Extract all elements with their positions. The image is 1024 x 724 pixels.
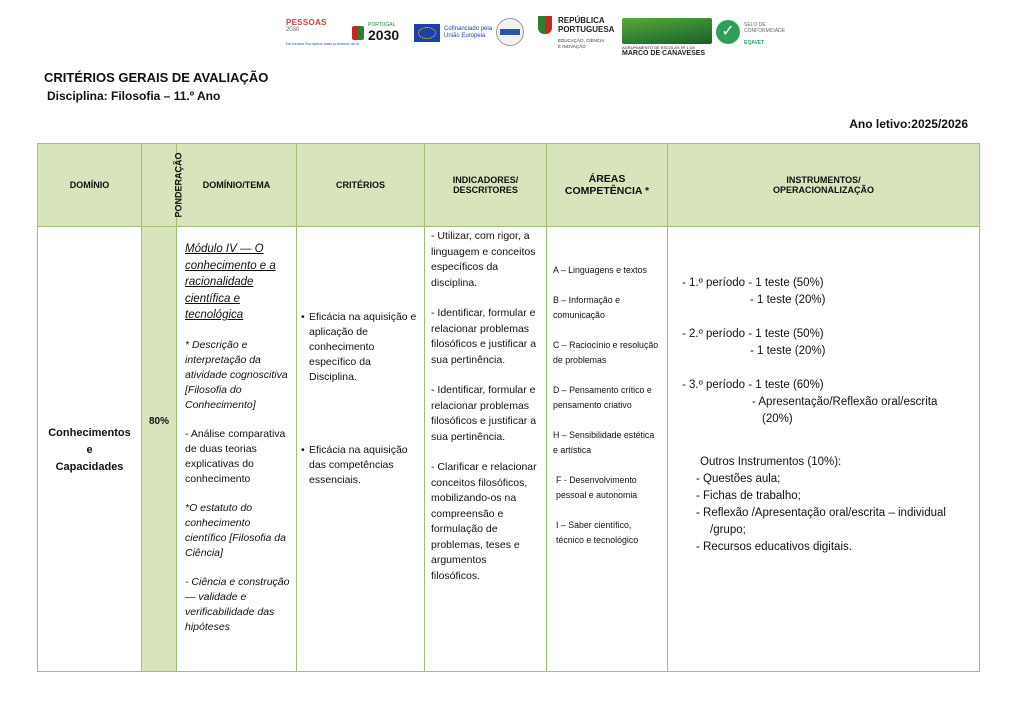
eu-flag-icon	[414, 24, 440, 42]
cell-indicadores: - Utilizar, com rigor, a linguagem e conceitos específicos da disciplina. - Identificar, formular e relacionar problemas filosóficos e justificar a sua pertinência. - Identificar, formular e relacionar problemas filosóficos e justificar a sua pertinência. - Clarificar e relacionar conceitos filosóficos, mobilizando-os na compreensão e formulação de problemas, teses e argumentos filosóficos.	[425, 227, 547, 672]
cell-ponderacao: 80%	[142, 227, 177, 672]
header-areas: ÁREAS COMPETÊNCIA *	[547, 144, 668, 227]
seal-icon	[496, 18, 524, 46]
cell-tema: Módulo IV — O conhecimento e a racionalidade científica e tecnológica * Descrição e interpretação da atividade cognoscitiva [Filosofia do Conhecimento] - Análise comparativa de duas teorias explicativas do conhecimento *O estatuto do conhecimento científico [Filosofia da Ciência] - Ciência e construção — validade e verificabilidade das hipóteses	[177, 227, 297, 672]
list-item: • Eficácia na aquisição das competências essenciais.	[301, 444, 408, 486]
header-criterios: CRITÉRIOS	[297, 144, 425, 227]
header-indicadores: INDICADORES/ DESCRITORES	[425, 144, 547, 227]
list-item: • Eficácia na aquisição e aplicação de conhecimento específico da Disciplina.	[301, 311, 417, 383]
republica-portuguesa-logo: REPÚBLICA PORTUGUESA EDUCAÇÃO, CIÊNCIA E INOVAÇÃO	[538, 16, 620, 56]
page-title: CRITÉRIOS GERAIS DE AVALIAÇÃO	[44, 70, 269, 85]
module-title: Módulo IV — O conhecimento e a racionalidade científica e tecnológica	[185, 243, 276, 321]
cell-criterios	[297, 227, 425, 672]
portugal-mark-icon	[352, 26, 364, 40]
header-tema: DOMÍNIO/TEMA	[177, 144, 297, 227]
header-dominio: DOMÍNIO	[38, 144, 142, 227]
header-ponderacao: PONDERAÇÃO	[142, 144, 177, 227]
cell-dominio: Conhecimentos e Capacidades	[38, 227, 142, 672]
header-instrumentos: INSTRUMENTOS/ OPERACIONALIZAÇÃO	[668, 144, 980, 227]
eqavet-logo: ✓ SELO DE CONFORMIDADE EQAVET	[716, 20, 796, 50]
check-icon: ✓	[716, 20, 740, 44]
hills-icon	[622, 18, 712, 44]
table-header-row	[38, 144, 980, 227]
seal-logo	[496, 18, 526, 52]
school-year: Ano letivo:2025/2026	[849, 117, 968, 131]
table-row	[38, 227, 980, 672]
shield-icon	[538, 16, 552, 34]
agrupamento-marco-logo: AGRUPAMENTO DE ESCOLAS Nº 1 DE MARCO DE CANAVESES	[622, 14, 714, 58]
cell-areas: A – Linguagens e textos B – Informação e comunicação C – Raciocínio e resolução de problemas D – Pensamento crítico e pensamento criativo H – Sensibilidade estética e artística F - Desenvolvimento pessoal e autonomia I – Saber científico, técnico e tecnológico	[547, 227, 668, 672]
bullet-icon: •	[301, 444, 305, 456]
cell-instrumentos: - 1.º período - 1 teste (50%) - 1 teste (20%) - 2.º período - 1 teste (50%) - 1 teste (20%) - 3.º período - 1 teste (60%) - Apresentação/Reflexão oral/escrita (20%) Outros Instrumentos (10%): - Questões aula; - Fichas de trabalho; - Reflexão /Apresentação oral/escrita – individual /grupo; - Recursos educativos digitais.	[668, 227, 980, 672]
logo-strip	[286, 14, 796, 58]
eu-cofunding-logo: Cofinanciado pela União Europeia	[414, 24, 504, 46]
bullet-icon: •	[301, 311, 305, 323]
portugal-2030-logo: PORTUGAL 2030	[352, 22, 400, 52]
criteria-table	[37, 143, 980, 672]
pessoas-2030-logo: PESSOAS 2030 De fundos Europeus mais próximos de si	[286, 18, 359, 46]
page-subtitle: Disciplina: Filosofia – 11.º Ano	[47, 89, 221, 103]
